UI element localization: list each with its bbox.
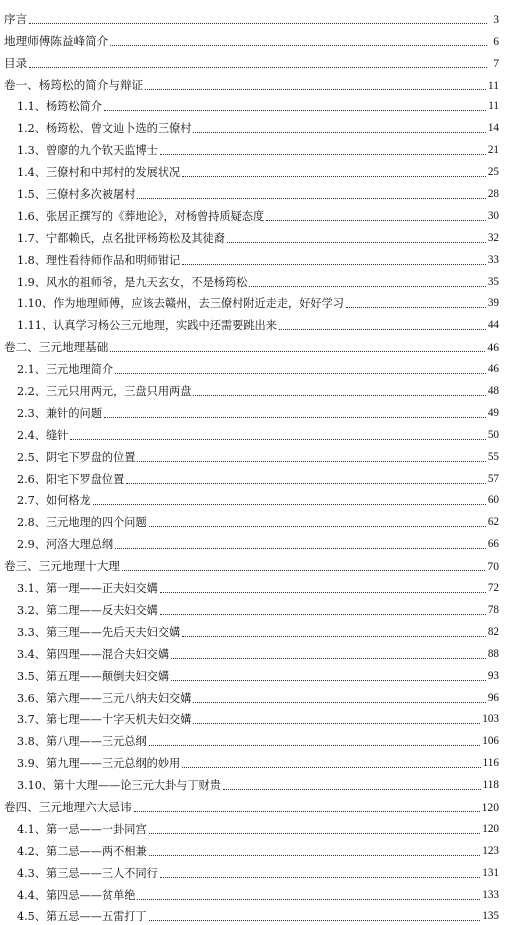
dot-leader: [279, 328, 486, 330]
toc-entry-page-number: 120: [481, 800, 499, 814]
dot-leader: [171, 679, 486, 681]
dot-leader: [134, 810, 480, 812]
dot-leader: [171, 657, 486, 659]
toc-entry-title: 3.9、第九理——三元总纲的妙用: [17, 757, 181, 771]
toc-entry-title: 1.4、三僚村和中邦村的发展状况: [17, 166, 181, 180]
dot-leader: [115, 372, 486, 374]
toc-entry[interactable]: [4, 203, 499, 225]
toc-entry-page-number: 44: [487, 319, 499, 332]
toc-entry-title: 3.2、第二理——反夫妇交媾: [17, 603, 158, 617]
toc-entry-title: 4.4、第四忌——贫单绝: [17, 888, 136, 902]
toc-entry-page-number: 14: [487, 122, 499, 135]
toc-entry[interactable]: [4, 115, 499, 137]
toc-entry-title: 3.10、第十大理——论三元大卦与丁财贵: [17, 779, 221, 793]
toc-entry-page-number: 35: [487, 275, 499, 288]
toc-entry[interactable]: [4, 28, 499, 50]
toc-entry-page-number: 11: [487, 78, 499, 92]
toc-entry-title: 3.8、第八理——三元总纲: [17, 735, 147, 749]
toc-entry-title: 1.5、三僚村多次被屠村: [17, 188, 136, 202]
toc-entry[interactable]: [4, 685, 499, 707]
dot-leader: [122, 569, 485, 571]
toc-entry[interactable]: [4, 312, 499, 334]
toc-entry-title: 3.7、第七理——十字天机夫妇交媾: [17, 713, 192, 727]
toc-entry[interactable]: [4, 6, 499, 28]
dot-leader: [93, 503, 486, 505]
dot-leader: [104, 109, 486, 111]
toc-entry[interactable]: [4, 247, 499, 269]
toc-entry-title: 2.8、三元地理的四个问题: [17, 516, 147, 530]
toc-entry-title: 卷三、三元地理十大理: [4, 559, 120, 574]
toc-entry[interactable]: [4, 50, 499, 72]
toc-entry-page-number: 21: [487, 144, 499, 157]
toc-entry[interactable]: [4, 575, 499, 597]
dot-leader: [346, 306, 486, 308]
toc-entry[interactable]: [4, 597, 499, 619]
toc-entry-page-number: 72: [487, 582, 499, 595]
toc-entry[interactable]: [4, 225, 499, 247]
toc-entry-page-number: 106: [482, 735, 499, 748]
dot-leader: [149, 525, 486, 527]
dot-leader: [137, 898, 480, 900]
toc-entry-page-number: 116: [482, 757, 499, 770]
dot-leader: [145, 88, 486, 90]
toc-entry-page-number: 7: [493, 56, 499, 70]
toc-entry-title: 卷一、杨筠松的简介与辩证: [4, 77, 144, 92]
toc-entry-page-number: 11: [488, 100, 499, 113]
dot-leader: [110, 350, 485, 352]
dot-leader: [115, 547, 486, 549]
toc-entry[interactable]: [4, 772, 499, 794]
toc-entry-title: 1.1、杨筠松简介: [17, 100, 102, 114]
dot-leader: [29, 66, 487, 68]
toc-entry[interactable]: [4, 444, 499, 466]
toc-entry-page-number: 60: [487, 494, 499, 507]
toc-entry-page-number: 123: [482, 844, 499, 857]
toc-entry-title: 4.3、第三忌——三人不同行: [17, 866, 158, 880]
dot-leader: [193, 722, 480, 724]
dot-leader: [182, 175, 486, 177]
toc-entry-page-number: 133: [482, 888, 499, 901]
dot-leader: [160, 591, 486, 593]
dot-leader: [227, 241, 486, 243]
dot-leader: [110, 44, 487, 46]
toc-entry-title: 4.1、第一忌——一卦同宫: [17, 822, 147, 836]
toc-entry-title: 2.7、如何格龙: [17, 494, 91, 508]
toc-entry[interactable]: [4, 531, 499, 553]
toc-entry-title: 3.1、第一理——正夫妇交媾: [17, 582, 158, 596]
dot-leader: [149, 919, 481, 921]
toc-entry-page-number: 49: [487, 406, 499, 419]
toc-entry[interactable]: [4, 378, 499, 400]
toc-entry-title: 4.2、第二忌——两不相兼: [17, 844, 147, 858]
toc-entry[interactable]: [4, 619, 499, 641]
toc-entry[interactable]: [4, 400, 499, 422]
toc-entry[interactable]: [4, 466, 499, 488]
toc-entry[interactable]: [4, 291, 499, 313]
toc-entry[interactable]: [4, 816, 499, 838]
toc-entry-title: 2.2、三元只用两元，三盘只用两盘: [17, 385, 192, 399]
toc-entry-page-number: 3: [493, 12, 499, 26]
toc-entry[interactable]: [4, 794, 499, 816]
toc-entry-title: 1.6、张居正撰写的《葬地论》，对杨曾持质疑态度: [17, 209, 265, 223]
toc-entry-page-number: 66: [487, 538, 499, 551]
toc-entry-title: 2.5、阴宅下罗盘的位置: [17, 450, 136, 464]
toc-entry[interactable]: [4, 137, 499, 159]
toc-entry-page-number: 62: [487, 516, 499, 529]
toc-entry-title: 2.3、兼针的问题: [17, 406, 102, 420]
toc-entry[interactable]: [4, 181, 499, 203]
toc-entry-page-number: 50: [487, 428, 499, 441]
toc-entry-title: 1.3、曾廖的九个钦天监博士: [17, 144, 158, 158]
toc-entry-page-number: 96: [487, 691, 499, 704]
toc-entry[interactable]: [4, 509, 499, 531]
toc-entry[interactable]: [4, 553, 499, 575]
toc-entry-page-number: 48: [487, 385, 499, 398]
toc-entry[interactable]: [4, 904, 499, 925]
toc-entry-title: 4.5、第五忌——五雷打丁: [17, 910, 147, 924]
toc-entry-page-number: 93: [487, 669, 499, 682]
dot-leader: [29, 22, 487, 24]
toc-entry-title: 卷二、三元地理基础: [4, 340, 109, 355]
toc-entry[interactable]: [4, 882, 499, 904]
toc-entry-page-number: 120: [482, 822, 499, 835]
toc-entry-title: 3.5、第五理——颠倒夫妇交媾: [17, 669, 170, 683]
toc-entry-title: 2.1、三元地理简介: [17, 363, 114, 377]
toc-entry[interactable]: [4, 159, 499, 181]
toc-entry-page-number: 118: [482, 779, 499, 792]
toc-entry-title: 3.6、第六理——三元八纳夫妇交媾: [17, 691, 192, 705]
toc-entry[interactable]: [4, 334, 499, 356]
toc-entry[interactable]: [4, 750, 499, 772]
toc-entry-page-number: 70: [487, 560, 499, 574]
toc-entry-page-number: 30: [487, 209, 499, 222]
toc-entry-page-number: 82: [487, 625, 499, 638]
toc-entry-page-number: 32: [487, 231, 499, 244]
toc-entry-page-number: 88: [487, 647, 499, 660]
toc-entry-title: 1.2、杨筠松、曾文辿卜选的三僚村: [17, 122, 192, 136]
toc-entry-page-number: 131: [482, 866, 499, 879]
dot-leader: [137, 197, 485, 199]
toc-entry[interactable]: [4, 728, 499, 750]
toc-entry[interactable]: [4, 488, 499, 510]
toc-entry-title: 3.3、第三理——先后天夫妇交媾: [17, 625, 181, 639]
toc-entry-page-number: 103: [482, 713, 499, 726]
dot-leader: [149, 832, 481, 834]
toc-entry-page-number: 28: [487, 188, 499, 201]
toc-entry-page-number: 46: [487, 341, 499, 355]
dot-leader: [149, 854, 481, 856]
toc-entry-title: 1.8、理性看待师作品和明师钳记: [17, 253, 181, 267]
toc-entry-page-number: 39: [487, 297, 499, 310]
toc-entry-title: 3.4、第四理——混合夫妇交媾: [17, 647, 170, 661]
toc-entry[interactable]: [4, 94, 499, 116]
toc-entry-page-number: 6: [493, 34, 499, 48]
toc-entry-page-number: 135: [482, 910, 499, 923]
toc-entry[interactable]: [4, 860, 499, 882]
dot-leader: [149, 744, 481, 746]
toc-entry-title: 地理师傅陈益峰简介: [4, 33, 109, 48]
toc-entry-title: 2.9、河洛大理总纲: [17, 538, 114, 552]
toc-entry-page-number: 25: [487, 166, 499, 179]
toc-entry-title: 目录: [4, 55, 28, 70]
toc-entry-title: 序言: [4, 11, 28, 26]
toc-entry[interactable]: [4, 422, 499, 444]
toc-entry[interactable]: [4, 356, 499, 378]
toc-entry-page-number: 78: [487, 603, 499, 616]
dot-leader: [126, 482, 486, 484]
dot-leader: [223, 788, 481, 790]
dot-leader: [160, 613, 486, 615]
toc-entry-title: 卷四、三元地理六大忌讳: [4, 799, 132, 814]
dot-leader: [182, 263, 486, 265]
toc-entry-page-number: 57: [487, 472, 499, 485]
toc-entry[interactable]: [4, 707, 499, 729]
dot-leader: [70, 438, 485, 440]
toc-entry-title: 1.11、认真学习杨公三元地理，实践中还需要跳出来: [17, 319, 277, 333]
dot-leader: [249, 285, 485, 287]
toc-entry-title: 2.4、缝针: [17, 428, 69, 442]
dot-leader: [137, 460, 485, 462]
toc-entry-title: 1.7、宁都赖氏，点名批评杨筠松及其徒裔: [17, 231, 225, 245]
toc-entry-title: 1.10、作为地理师傅，应该去赣州，去三僚村附近走走，好好学习: [17, 297, 344, 311]
dot-leader: [193, 394, 485, 396]
dot-leader: [182, 766, 480, 768]
dot-leader: [182, 635, 486, 637]
dot-leader: [266, 219, 486, 221]
toc-entry[interactable]: [4, 269, 499, 291]
toc-entry[interactable]: [4, 838, 499, 860]
toc-entry[interactable]: [4, 663, 499, 685]
dot-leader: [160, 153, 486, 155]
dot-leader: [160, 876, 480, 878]
dot-leader: [193, 131, 485, 133]
toc-entry-page-number: 46: [487, 363, 499, 376]
toc-entry-title: 1.9、风水的祖师爷，是九天玄女，不是杨筠松: [17, 275, 248, 289]
toc-entry[interactable]: [4, 72, 499, 94]
toc-entry-page-number: 55: [487, 450, 499, 463]
toc-entry[interactable]: [4, 641, 499, 663]
toc-entry-page-number: 33: [487, 253, 499, 266]
dot-leader: [104, 416, 486, 418]
toc-entry-title: 2.6、阳宅下罗盘位置: [17, 472, 125, 486]
dot-leader: [193, 701, 485, 703]
